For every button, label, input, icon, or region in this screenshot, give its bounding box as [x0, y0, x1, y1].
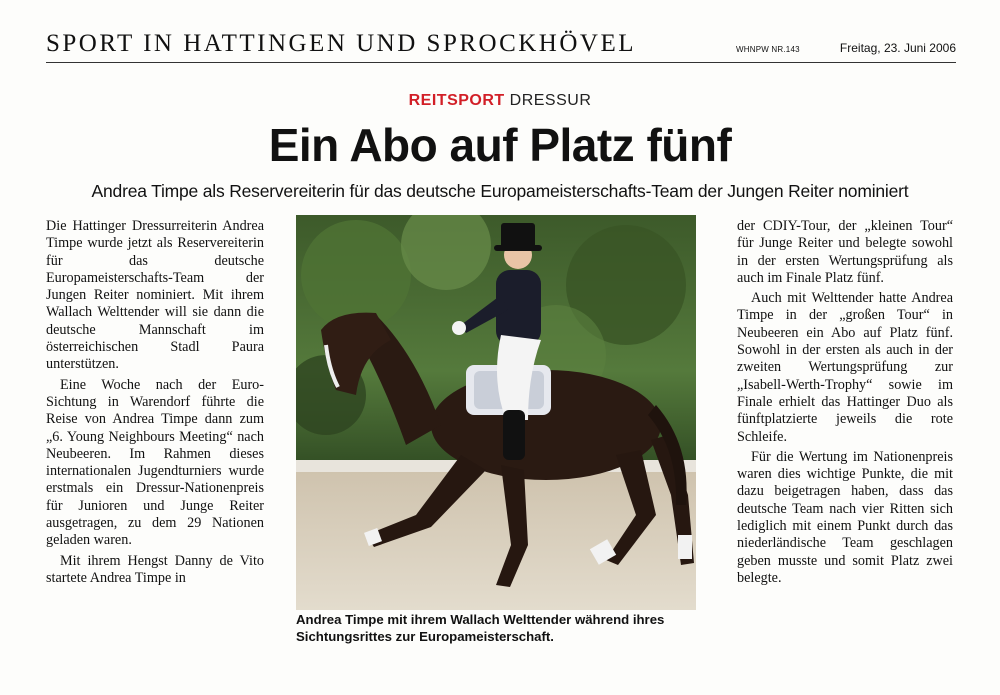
paragraph: Die Hattinger Dressurreiterin Andrea Timpe wurde jetzt als Reservereiterin für das deutsche Europameisterschafts-Team der Jungen Reiter nominiert. Mit ihrem Wallach Welttender will sie dann die deutsche Mannschaft im österreichischen Stadl Paura unterstützen. [46, 218, 264, 373]
dressage-horse-photo [296, 215, 696, 610]
article-column-right [737, 218, 953, 590]
paragraph: der CDIY-Tour, der „kleinen Tour“ für Junge Reiter und belegte sowohl in der ersten Wertungsprüfung als auch im Finale Platz fünf. [737, 218, 953, 286]
masthead-rule [46, 62, 956, 63]
article-kicker [0, 92, 1000, 110]
newspaper-section-title: SPORT IN HATTINGEN UND SPROCKHÖVEL [46, 30, 637, 57]
issue-date: Freitag, 23. Juni 2006 [839, 41, 956, 55]
photo-caption: Andrea Timpe mit ihrem Wallach Welttender während ihres Sichtungsrittes zur Europameisterschaft. [296, 612, 665, 644]
article-headline: Ein Abo auf Platz fünf [268, 119, 732, 171]
article-subheadline: Andrea Timpe als Reservereiterin für das deutsche Europameisterschafts-Team der Jungen Reiter nominiert [91, 181, 909, 201]
article-photo [296, 215, 696, 610]
paragraph: Eine Woche nach der Euro-Sichtung in Warendorf führte die Reise von Andrea Timpe dann zum „6. Young Neighbours Meeting“ nach Neubeeren. Im Rahmen dieses internationalen Jugendturniers wurde erstmals ein Dressur-Nationenpreis für Junioren und Junge Reiter ausgetragen, zu dem 29 Nationen geladen waren. [46, 376, 264, 549]
paragraph: Mit ihrem Hengst Danny de Vito startete Andrea Timpe in [46, 552, 264, 586]
edition-code: WHNPW NR.143 [736, 45, 800, 54]
paragraph: Auch mit Welttender hatte Andrea Timpe in der „großen Tour“ in Neubeeren ein Abo auf Platz fünf. Sowohl in der ersten als auch in der zweiten Wertungsprüfung zur „Isabell-Werth-Trophy“ sowie im Finale erhielt das Hattinger Duo als fünftplatzierte jeweils die rote Schleife. [737, 290, 953, 445]
article-column-left [46, 218, 264, 590]
kicker-category: REITSPORT [408, 92, 505, 109]
kicker-subcategory: DRESSUR [509, 92, 592, 109]
paragraph: Für die Wertung im Nationenpreis waren dies wichtige Punkte, die mit dazu beigetragen haben, dass das deutsche Team nach vier Ritten sich lediglich mit einem Punkt durch das niederländische Team geschlagen geben musste und somit Platz zwei belegte. [737, 448, 953, 586]
